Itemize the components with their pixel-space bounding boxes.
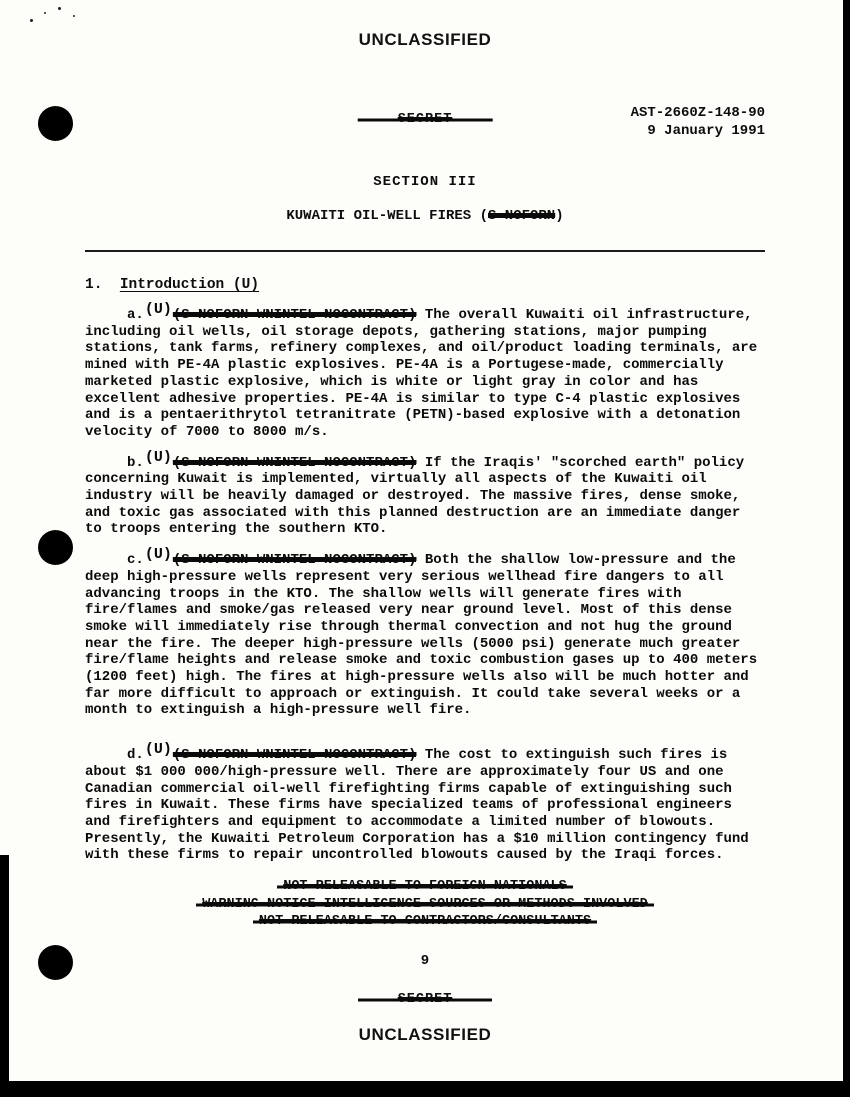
bottom-classification-banner: UNCLASSIFIED <box>358 1024 492 1044</box>
scan-edge-bottom <box>0 1081 850 1097</box>
page-number: 9 <box>420 952 430 969</box>
horizontal-rule <box>85 250 765 252</box>
heading-text: Introduction (U) <box>119 277 260 293</box>
scan-speck <box>30 19 33 22</box>
handling-caveats <box>85 878 765 931</box>
paragraph-label: c. <box>127 552 144 569</box>
subject-close: ) <box>555 208 564 224</box>
scan-speck <box>44 12 46 14</box>
paragraph-label: b. <box>127 454 144 471</box>
paragraph-body: The cost to extinguish such fires is about $1 000 000/high-pressure well. There are approximately four US and one Canadian commercial oil-well firefighting firms capable of extinguishing such fires in Kuwait. These firms have specialized teams of professional engineers and firefighters and equipment to accommodate a limited number of blowouts. Presently, the Kuwaiti Petroleum Corporation has a $10 million contingency fund with these firms to repair uncontrolled blowouts caused by the Iraqi forces. <box>85 747 749 864</box>
caveat-line: WARNING NOTICE—INTELLIGENCE SOURCES OR METHODS INVOLVED <box>196 897 654 912</box>
subject-classification-struck: S NOFORN <box>488 208 556 224</box>
scan-speck <box>58 7 61 10</box>
footer-classification <box>85 989 765 1007</box>
hole-punch <box>38 106 73 141</box>
paragraph-label: a. <box>127 307 144 323</box>
doc-date: 9 January 1991 <box>647 123 765 139</box>
scan-speck <box>73 15 75 17</box>
paragraph-c <box>85 546 765 719</box>
document-header <box>85 104 765 146</box>
hole-punch <box>38 530 73 565</box>
hole-punch <box>38 945 73 980</box>
paragraph-body: Both the shallow low-pressure and the deep high-pressure wells represent very serious wellhead fire dangers to all advancing troops in the KTO. The shallow wells will generate fires with fire/flames and smoke/gas released very near ground level. Most of this dense smoke will immediately rise through thermal convection and not hug the ground near the fire. The deeper high-pressure wells (5000 psi) generate much greater fire/flame heights and release smoke and toxic combustion gases up to 400 meters (1200 feet) high. The fires at high-pressure wells also will be much hotter and far more difficult to approach or extinguish. It could take several weeks or a month to extinguish a high-pressure well fire. <box>85 552 758 719</box>
caveat-line: NOT RELEASABLE TO CONTRACTORS/CONSULTANTS <box>253 914 597 929</box>
section-title: SECTION III <box>373 174 477 190</box>
paragraph-b <box>85 448 765 539</box>
page-content <box>85 0 765 1045</box>
paragraph-a <box>85 301 765 441</box>
paragraph-d <box>85 741 765 864</box>
document-subject <box>85 208 765 224</box>
doc-number: AST-2660Z-148-90 <box>630 105 765 121</box>
subject-text: KUWAITI OIL-WELL FIRES ( <box>286 208 488 224</box>
struck-classification-caveat: (S NOFORN WNINTEL NOCONTRACT) <box>172 747 417 764</box>
intro-heading <box>85 277 765 293</box>
struck-classification-caveat: (S NOFORN WNINTEL NOCONTRACT) <box>172 454 417 471</box>
caveat-line: NOT RELEASABLE TO FOREIGN NATIONALS <box>277 879 573 894</box>
scan-edge-left <box>0 855 9 1097</box>
u-classification-marker: (U) <box>144 448 172 466</box>
classification-marking-struck: SECRET <box>358 112 493 127</box>
top-classification-banner: UNCLASSIFIED <box>358 30 492 49</box>
paragraph-body: The overall Kuwaiti oil infrastructure, including oil wells, oil storage depots, gathering stations, major pumping stations, tank farms, refinery complexes, and oil/product loading terminals, are mined with PE-4A plastic explosives. PE-4A is a Portugese-made, commercially marketed plastic explosive, which is white or light gray in color and has excellent adhesive properties. PE-4A is similar to type C-4 plastic explosives and is a pentaerithrytol tetranitrate (PETN)-based explosive with a detonation velocity of 7000 to 8000 m/s. <box>85 307 758 440</box>
struck-classification-caveat: (S NOFORN WNINTEL NOCONTRACT) <box>172 307 417 323</box>
paragraph-label: d. <box>127 747 144 764</box>
struck-classification-caveat: (S NOFORN WNINTEL NOCONTRACT) <box>172 552 417 569</box>
u-classification-marker: (U) <box>144 546 172 564</box>
u-classification-marker: (U) <box>144 741 172 759</box>
classification-marking-struck: SECRET <box>358 992 493 1007</box>
u-classification-marker: (U) <box>144 301 172 318</box>
scan-edge-right <box>843 0 850 1097</box>
paragraph-body: If the Iraqis' "scorched earth" policy concerning Kuwait is implemented, virtually all aspects of the Kuwaiti oil industry will be heavily damaged or destroyed. The massive fires, dense smoke, and toxic gas associated with this planned destruction are an immediate danger to troops entering the southern KTO. <box>85 454 745 538</box>
heading-number: 1. <box>85 277 103 293</box>
